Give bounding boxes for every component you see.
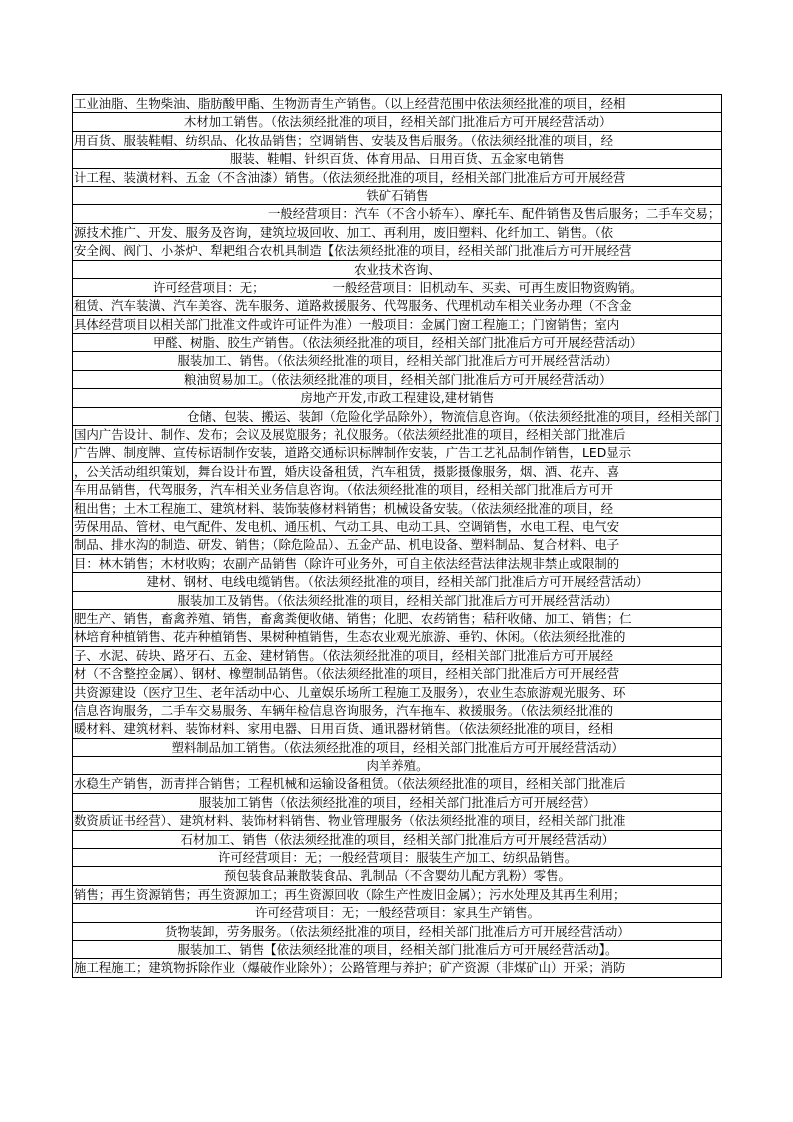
table-row (73, 923, 722, 941)
cell-text: 暖材料、建筑材料、装饰材料、家用电器、日用百货、通讯器材销售。（依法须经批准的项目，经相 (74, 721, 613, 737)
cell-text: 许可经营项目：无；一般经营项目：服装生产加工、纺织品销售。 (218, 850, 578, 866)
cell-text: 肉羊养殖。 (366, 758, 429, 774)
cell-text: 肥生产、销售，畜禽养殖、销售，畜禽粪便收储、销售；化肥、农药销售；秸秆收储、加工、销售；仁 (74, 610, 632, 626)
cell-text: 石材加工、销售（依法须经批准的项目，经相关部门批准后方可开展经营活动） (180, 831, 615, 847)
table-row (73, 592, 722, 610)
cell-text: 木材加工销售。（依法须经批准的项目，经相关部门批准后方可开展经营活动） (184, 114, 612, 130)
cell-text: 预包装食品兼散装食品、乳制品（不含婴幼儿配方乳粉）零售。 (224, 868, 571, 884)
table-row (73, 426, 722, 444)
business-scope-table (72, 94, 722, 978)
cell-text: 源技术推广、开发、服务及咨询，建筑垃圾回收、加工、再利用，废旧塑料、化纤加工、销售。（依 (74, 224, 613, 240)
cell-text: 货物装卸，劳务服务。（依法须经批准的项目，经相关部门批准后方可开展经营活动） (165, 923, 630, 939)
table-row (73, 242, 722, 260)
table-row (73, 261, 722, 279)
table-row (73, 334, 722, 352)
cell-text: 建材、钢材、电线电缆销售。（依法须经批准的项目，经相关部门批准后方可开展经营活动） (146, 574, 649, 590)
table-row (73, 702, 722, 720)
cell-text: 安全阀、阀门、小茶炉、犁耙组合农机具制造【依法须经批准的项目，经相关部门批准后方可开展经营 (74, 243, 632, 259)
cell-text: 数资质证书经营）、建筑材料、装饰材料销售、物业管理服务（依法须经批准的项目，经相关部门批准 (74, 813, 626, 829)
cell-text: 子、水泥、砖块、路牙石、五金、建材销售。（依法须经批准的项目，经相关部门批准后方可开展经 (74, 647, 613, 663)
cell-text: 林培育种植销售、花卉种植销售、果树种植销售，生态农业观光旅游、垂钓、休闲。（依法须经批准的 (74, 629, 626, 645)
cell-text: 粮油贸易加工。（依法须经批准的项目，经相关部门批准后方可开展经营活动） (184, 371, 612, 387)
table-row (73, 573, 722, 591)
table-row (73, 831, 722, 849)
table-row (73, 684, 722, 702)
cell-text: 国内广告设计、制作、发布；会议及展览服务；礼仪服务。（依法须经批准的项目，经相关部门批准后 (74, 427, 626, 443)
table-row (73, 647, 722, 665)
table-row (73, 150, 722, 168)
table-row (73, 500, 722, 518)
cell-text: 仓储、包装、搬运、装卸（危险化学品除外），物流信息咨询。（依法须经批准的项目，经相关部门 (187, 408, 720, 424)
table-row (73, 610, 722, 628)
table-row (73, 904, 722, 922)
table-row (73, 665, 722, 683)
table-row (73, 352, 722, 370)
cell-text: 铁矿石销售 (366, 187, 429, 203)
table-row (73, 132, 722, 150)
cell-text: 具体经营项目以相关部门批准文件或许可证件为准）一般项目：金属门窗工程施工；门窗销售；室内 (74, 316, 620, 332)
cell-text: 租出售；土木工程施工、建筑材料、装饰装修材料销售；机械设备安装。（依法须经批准的项目，经 (74, 500, 613, 516)
table-row (73, 536, 722, 554)
table-row (73, 113, 722, 131)
table-row (73, 849, 722, 867)
cell-text: 甲醛、树脂、胶生产销售。（依法须经批准的项目，经相关部门批准后方可开展经营活动） (153, 335, 643, 351)
table-row (73, 739, 722, 757)
cell-text: 许可经营项目：无；一般经营项目：家具生产销售。 (255, 905, 540, 921)
cell-text: 广告牌、制度牌、宣传标语制作安装，道路交通标识标牌制作安装，广告工艺礼品制作销售，LED显示 (74, 445, 632, 461)
cell-text: 制品、排水沟的制造、研发、销售；（除危险品）、五金产品、机电设备、塑料制品、复合材料、电子 (74, 537, 620, 553)
table-row (73, 794, 722, 812)
cell-text: 服装加工销售（依法须经批准的项目，经相关部门批准后方可开展经营） (199, 794, 596, 810)
cell-text: 计工程、装潢材料、五金（不含油漆）销售。（依法须经批准的项目，经相关部门批准后方可开展经营 (74, 169, 626, 185)
table-row (73, 555, 722, 573)
cell-text: 服装加工、销售【依法须经批准的项目，经相关部门批准后方可开展经营活动】。 (177, 941, 618, 957)
table-row (73, 95, 722, 113)
table-row (73, 812, 722, 830)
table-row (73, 205, 722, 223)
table-row (73, 628, 722, 646)
table-row (73, 518, 722, 536)
cell-text: 水稳生产销售，沥青拌合销售；工程机械和运输设备租赁。（依法须经批准的项目，经相关部门批准后 (74, 776, 626, 792)
table-row (73, 408, 722, 426)
cell-text: 工业油脂、生物柴油、脂肪酸甲酯、生物沥青生产销售。（以上经营范围中依法须经批准的项目，经相 (74, 96, 626, 111)
table-row (73, 886, 722, 904)
cell-text: 一般经营项目：汽车（不含小轿车）、摩托车、配件销售及售后服务；二手车交易； (268, 206, 721, 222)
table-row (73, 481, 722, 499)
cell-text: 共资源建设（医疗卫生、老年活动中心、儿童娱乐场所工程施工及服务），农业生态旅游观光服务、环 (74, 684, 626, 700)
cell-text: 农业技术咨询、 (354, 261, 441, 277)
cell-text: 租赁、汽车装潢、汽车美容、洗车服务、道路救援服务、代驾服务、代理机动车相关业务办理（不含金 (74, 298, 632, 314)
cell-text: 材（不含整控金属）、钢材、橡塑制品销售。（依法须经批准的项目，经相关部门批准后方可开展经营 (74, 666, 620, 682)
cell-text: 房地产开发,市政工程建设,建材销售 (300, 390, 495, 406)
table-row (73, 279, 722, 297)
table-row (73, 463, 722, 481)
table-row (73, 297, 722, 315)
cell-text: ，公关活动组织策划，舞台设计布置，婚庆设备租赁，汽车租赁，摄影摄像服务，烟、酒、花卉、喜 (74, 463, 620, 479)
cell-text: 服装、鞋帽、针织百货、体育用品、日用百货、五金家电销售 (230, 151, 565, 167)
table-row (73, 867, 722, 885)
cell-text: 塑料制品加工销售。（依法须经批准的项目，经相关部门批准后方可开展经营活动） (171, 739, 624, 755)
cell-text: 车用品销售，代驾服务，汽车相关业务信息咨询。（依法须经批准的项目，经相关部门批准后方可开 (74, 482, 613, 498)
table-row (73, 775, 722, 793)
table-row (73, 316, 722, 334)
cell-text: 施工程施工；建筑物拆除作业（爆破作业除外）；公路管理与养护；矿产资源（非煤矿山）开采；消防 (74, 960, 626, 976)
table-row (73, 720, 722, 738)
table-row (73, 371, 722, 389)
cell-text: 劳保用品、管材、电气配件、发电机、通压机、气动工具、电动工具、空调销售，水电工程、电气安 (74, 518, 620, 534)
table-row (73, 389, 722, 407)
cell-text: 服装加工及销售。（依法须经批准的项目，经相关部门批准后方可开展经营活动） (177, 592, 618, 608)
table-row (73, 941, 722, 959)
table-row (73, 224, 722, 242)
table-row (73, 959, 722, 977)
table-row (73, 444, 722, 462)
cell-text: 服装加工、销售。（依法须经批准的项目，经相关部门批准后方可开展经营活动） (177, 353, 618, 369)
cell-text: 许可经营项目：无； 一般经营项目：旧机动车、买卖、可再生废旧物资购销。 (153, 279, 643, 295)
table-row (73, 757, 722, 775)
cell-text: 销售；再生资源销售；再生资源加工；再生资源回收（除生产性废旧金属）；污水处理及其再生利用； (74, 886, 626, 902)
table-row (73, 187, 722, 205)
cell-text: 信息咨询服务，二手车交易服务、车辆年检信息咨询服务，汽车拖车、救援服务。（依法须经批准的 (74, 702, 613, 718)
table-row (73, 169, 722, 187)
cell-text: 目：林木销售；木材收购；农副产品销售（除许可业务外，可自主依法经营法律法规非禁止或限制的 (74, 555, 620, 571)
cell-text: 用百货、服装鞋帽、纺织品、化妆品销售；空调销售、安装及售后服务。（依法须经批准的项目，经 (74, 132, 613, 148)
